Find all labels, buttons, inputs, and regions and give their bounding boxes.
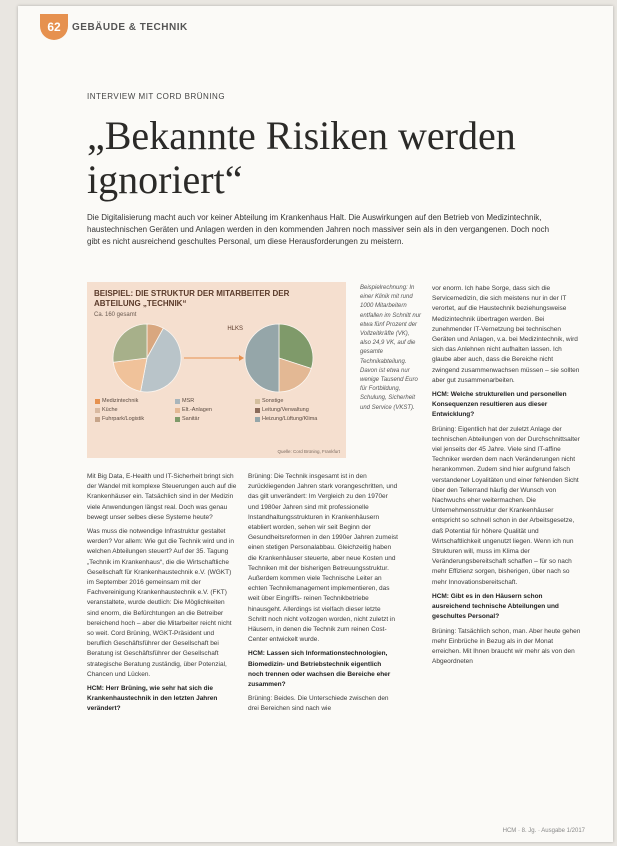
text-column-1 — [87, 472, 237, 719]
legend-item — [175, 398, 194, 404]
magazine-page — [18, 6, 613, 842]
pie-slice — [113, 358, 147, 391]
section-label: GEBÄUDE & TECHNIK — [72, 22, 188, 33]
body-paragraph: Brüning: Eigentlich hat der zuletzt Anlage der technischen Abteilungen von der Durchschnittsalter viel jenseits der 45 Jahre. Viele sind IT-affine Techniker werden dem nach Veränderungen nicht herankommen. Zudem sind hier aufgrund falsch verstandener Loyalitäten und einer fehlenden Sicht über den Tellerrand häufig der Wunsch von Nachwuchs eher weitermachen. Die Unternehmensstruktur der Krankenhäuser entspricht so schnell schon in der Arbeitsgesetze, daß Potential für höhere Qualität und Wirtschaftlichkeit ungenutzt liegen. Wenn ich nun Strukturen will, muss im Klima der Veränderungsbereitschaft schaffen – für so nach mehr Effizienz sorgen, bisherigen, über nach so mehr Innovationsbereitschaft. — [432, 425, 580, 586]
pie-label: HLKS — [227, 326, 243, 332]
text-column-3 — [432, 284, 582, 671]
interview-question: HCM: Welche strukturellen und personellen Konsequenzen resultieren aus dieser Entwicklung? — [432, 391, 567, 419]
chart-subtitle: Ca. 160 gesamt — [94, 312, 137, 318]
chart-title: BEISPIEL: DIE STRUKTUR DER MITARBEITER DER ABTEILUNG „TECHNIK“ — [94, 289, 290, 308]
arrow-head-icon — [239, 355, 244, 361]
body-paragraph: Mit Big Data, E-Health und IT-Sicherheit bringt sich der Wandel mit komplexe Steuerungen auch auf die Krankenhäuser ein. Tatsächlich sind in der Medizin viele Anwendungen längst real. Doch was genau bewegt unser selbes diese Systeme heute? — [87, 473, 237, 521]
body-paragraph: Brüning: Beides. Die Unterschiede zwischen den drei Bereichen sind nach wie — [248, 695, 389, 713]
body-paragraph: Brüning: Tatsächlich schon, man. Aber heute gehen mehr Einbrüche in Bezug als in der Monat erreichen. Mit Ihnen braucht wir mehr als von den Abgeordneten — [432, 627, 581, 666]
legend-swatch — [95, 417, 100, 422]
chart-caption: Beispielrechnung: In einer Klinik mit rund 1000 Mitarbeitern entfallen im Schnitt nur etwa fünf Prozent der Vollzeitkräfte (VK), also 24,9 VK, auf die gesamte Technikabteilung. Davon ist etwa nur wenige Tausend Euro für Fortbildung, Schulung, Sicherheit und Service (VKST). — [360, 285, 422, 411]
body-paragraph: vor enorm. Ich habe Sorge, dass sich die Servicemedizin, die sich meistens nur in der IT verortet, auf die Haustechnik beziehungsweise Medizintechnik übertragen werden. Bei zunehmender IT-Vernetzung bei technischen Geräten und Anlagen, v.a. bei Medizintechnik, wird sich das Anlehnen nicht aufhalten lassen. Ich glaube aber auch, dass die Bereiche nicht zwingend zusammenwachsen müssen – sie sollten aber gut zusammenarbeiten. — [432, 285, 580, 384]
interview-question: HCM: Gibt es in den Häusern schon ausreichend technische Abteilungen und geschultes Personal? — [432, 592, 559, 621]
page-footer: HCM · 8. Jg. · Ausgabe 1/2017 — [502, 828, 585, 834]
pie-slice — [113, 324, 147, 362]
page-number: 62 — [40, 14, 68, 40]
legend-label: Fuhrpark/Logistik — [102, 416, 145, 422]
legend-label: Sonstige — [262, 398, 284, 404]
interview-question: HCM: Herr Brüning, wie sehr hat sich die Krankenhaustechnik in den letzten Jahren verändert? — [87, 685, 218, 713]
article-kicker: INTERVIEW MIT CORD BRÜNING — [87, 92, 226, 101]
legend-item — [255, 407, 309, 413]
legend-item — [95, 398, 138, 404]
legend-item — [95, 416, 144, 422]
legend-item — [175, 416, 199, 422]
legend-label: MSR — [182, 398, 195, 404]
article-lead: Die Digitalisierung macht auch vor keiner Abteilung im Krankenhaus Halt. Die Auswirkungen auf den Betrieb von Medizintechnik, haustechnischen Geräten und Anlagen werden in den kommenden Jahren noch massiver sein als in den vergangenen. Doch noch gibt es nicht ausreichend geschultes Personal, um diese Herausforderungen zu meistern. — [87, 213, 550, 246]
legend-swatch — [255, 399, 260, 404]
body-paragraph: Was muss die notwendige Infrastruktur gestaltet werden? Vor allem: Wie gut die Technik wird und in welchen Abteilungen steuert? Auf der 35. Tagung „Technik im Krankenhaus“, die die Wirtschaftliche Gesellschaft für Krankenhaustechnik e.V. (WGKT) im September 2016 gemeinsam mit der Fachvereinigung Krankenhaustechnik e.V. (FKT) veranstaltete, wurde deutlich: Die Möglichkeiten sind enorm, die Befürchtungen an die Betreiber bereichend hoch – aber die Mitarbeiter reicht nicht so weit. Cord Brüning, WGKT-Präsident und beruflich Geschäftsführer der Gesellschaft bei Beratung ist Geschäftsführer der Gesellschaft strategische Beratung zuständig, über Potenzial, Chancen und Lücken. — [87, 528, 234, 678]
legend-item — [255, 416, 317, 422]
legend-label: Küche — [102, 407, 118, 413]
interview-question: HCM: Lassen sich Informationstechnologien, Biomedizin- und Betriebstechnik eigentlich noch trennen oder wachsen die Bereiche eher zusammen? — [248, 650, 391, 689]
body-paragraph: Brüning: Die Technik insgesamt ist in den zurückliegenden Jahren stark vorangeschritten, und das gilt unverändert: Im Vergleich zu den 1970er und 1980er Jahren sind mit professionelle Instandhaltungsstrukturen in Krankenhäusern etabliert worden, sehen wir seit Beginn der Gesundheitsreformen in den 1990er Jahren zumeist einen stetigen Personalabbau. Gleichzeitig haben die Krankenhäuser steuerte, aber neue Kosten und Techniken mit der bisherigen Betreuungsstruktur. Außerdem kommen viele Technische Leiter an echten Technikmanagement implementieren, das weit über Eingriffs- reinen Technikbetriebe hinausgeht. Allerdings ist vielfach dieser letzte Schritt noch nicht vollzogen worden, nicht zuletzt in Häusern, in denen die Technik zum reinen Cost-Center entwickelt wurde. — [248, 473, 398, 644]
text-column-2 — [248, 472, 398, 719]
chart-source: Quelle: Cord Brüning, Frankfurt — [277, 449, 340, 454]
legend-swatch — [255, 417, 260, 422]
legend-item — [255, 398, 283, 404]
article-headline: „Bekannte Risiken werden ignoriert“ — [87, 113, 516, 202]
pie-chart — [87, 318, 346, 398]
pie-slice — [245, 324, 279, 392]
legend-item — [175, 407, 212, 413]
legend-label: Leitung/Verwaltung — [262, 407, 309, 413]
legend-item — [95, 407, 118, 413]
chart-box — [87, 282, 346, 458]
legend-swatch — [175, 417, 180, 422]
legend-swatch — [255, 408, 260, 413]
legend-label: Medizintechnik — [102, 398, 139, 404]
legend-swatch — [95, 399, 100, 404]
legend-swatch — [95, 408, 100, 413]
legend-label: Heizung/Lüftung/Klima — [262, 416, 318, 422]
legend-swatch — [175, 399, 180, 404]
legend-swatch — [175, 408, 180, 413]
legend-label: Elt.-Anlagen — [182, 407, 212, 413]
legend-label: Sanitär — [182, 416, 200, 422]
